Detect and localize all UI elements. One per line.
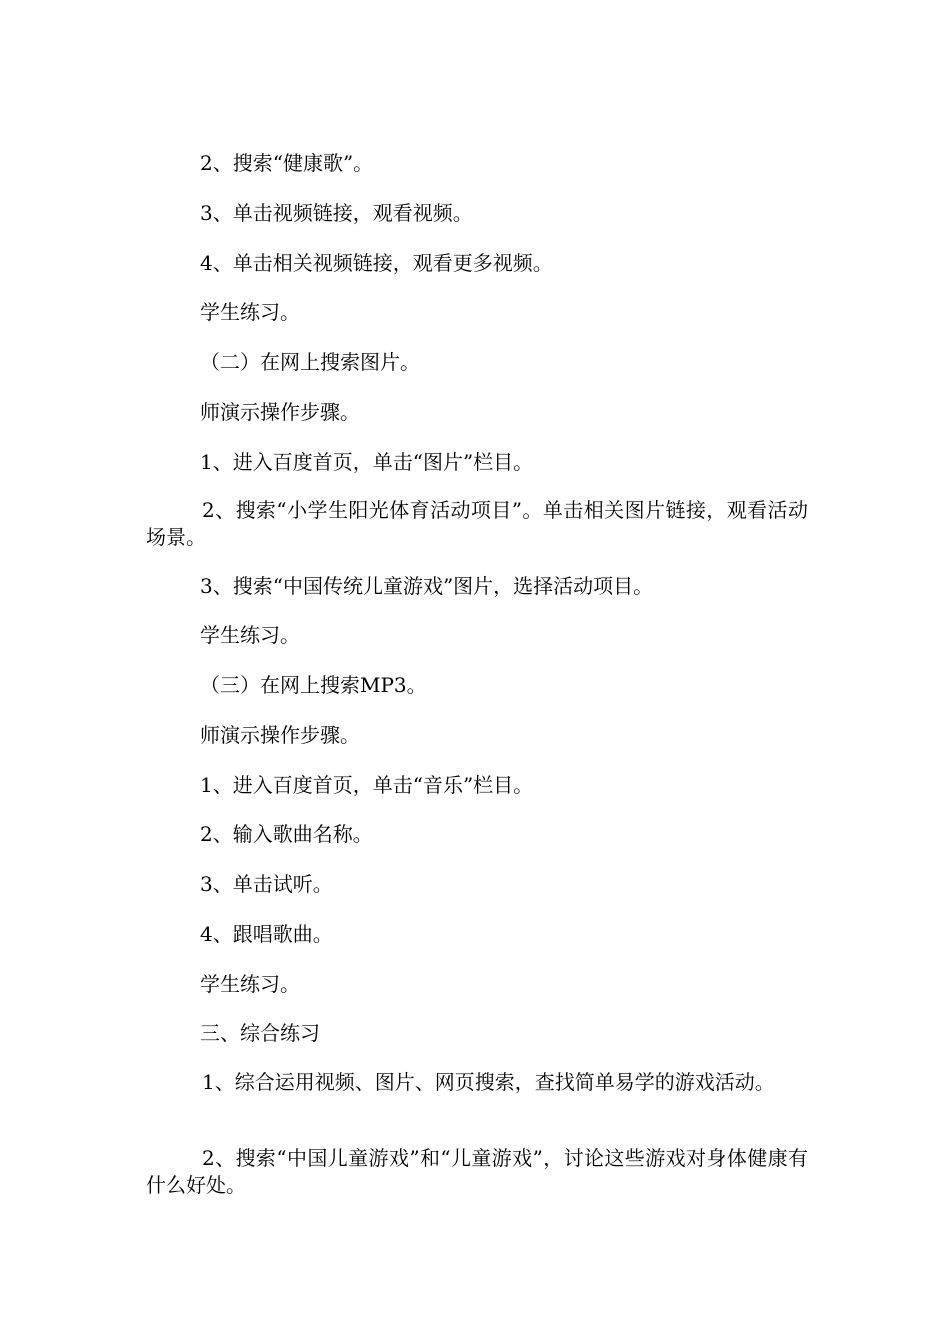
paragraph-music-step-4: 4、跟唱歌曲。 <box>200 922 333 946</box>
paragraph-student-practice-3: 学生练习。 <box>200 972 300 996</box>
paragraph-step-2-search-song: 2、搜索“健康歌”。 <box>200 151 374 175</box>
paragraph-music-step-1: 1、进入百度首页，单击“音乐”栏目。 <box>200 773 534 797</box>
section-heading-search-mp3: （三）在网上搜索MP3。 <box>200 673 427 697</box>
paragraph-student-practice-2: 学生练习。 <box>200 623 300 647</box>
paragraph-teacher-demo-2: 师演示操作步骤。 <box>200 723 360 747</box>
paragraph-music-step-3: 3、单击试听。 <box>200 872 333 896</box>
paragraph-image-step-1: 1、进入百度首页，单击“图片”栏目。 <box>200 450 534 474</box>
paragraph-teacher-demo-1: 师演示操作步骤。 <box>200 400 360 424</box>
section-heading-search-images: （二）在网上搜索图片。 <box>200 350 420 374</box>
paragraph-student-practice-1: 学生练习。 <box>200 300 300 324</box>
paragraph-practice-item-2: 2、搜索“中国儿童游戏”和“儿童游戏”，讨论这些游戏对身体健康有什么好处。 <box>146 1146 808 1197</box>
section-heading-comprehensive-practice: 三、综合练习 <box>200 1021 320 1045</box>
paragraph-step-3-click-video: 3、单击视频链接，观看视频。 <box>200 201 473 225</box>
paragraph-image-step-2: 2、搜索“小学生阳光体育活动项目”。单击相关图片链接，观看活动场景。 <box>146 498 808 549</box>
paragraph-image-step-3: 3、搜索“中国传统儿童游戏”图片，选择活动项目。 <box>200 574 654 598</box>
paragraph-practice-item-1: 1、综合运用视频、图片、网页搜索，查找简单易学的游戏活动。 <box>202 1070 775 1094</box>
paragraph-step-4-related-videos: 4、单击相关视频链接，观看更多视频。 <box>200 251 553 275</box>
paragraph-music-step-2: 2、输入歌曲名称。 <box>200 822 373 846</box>
